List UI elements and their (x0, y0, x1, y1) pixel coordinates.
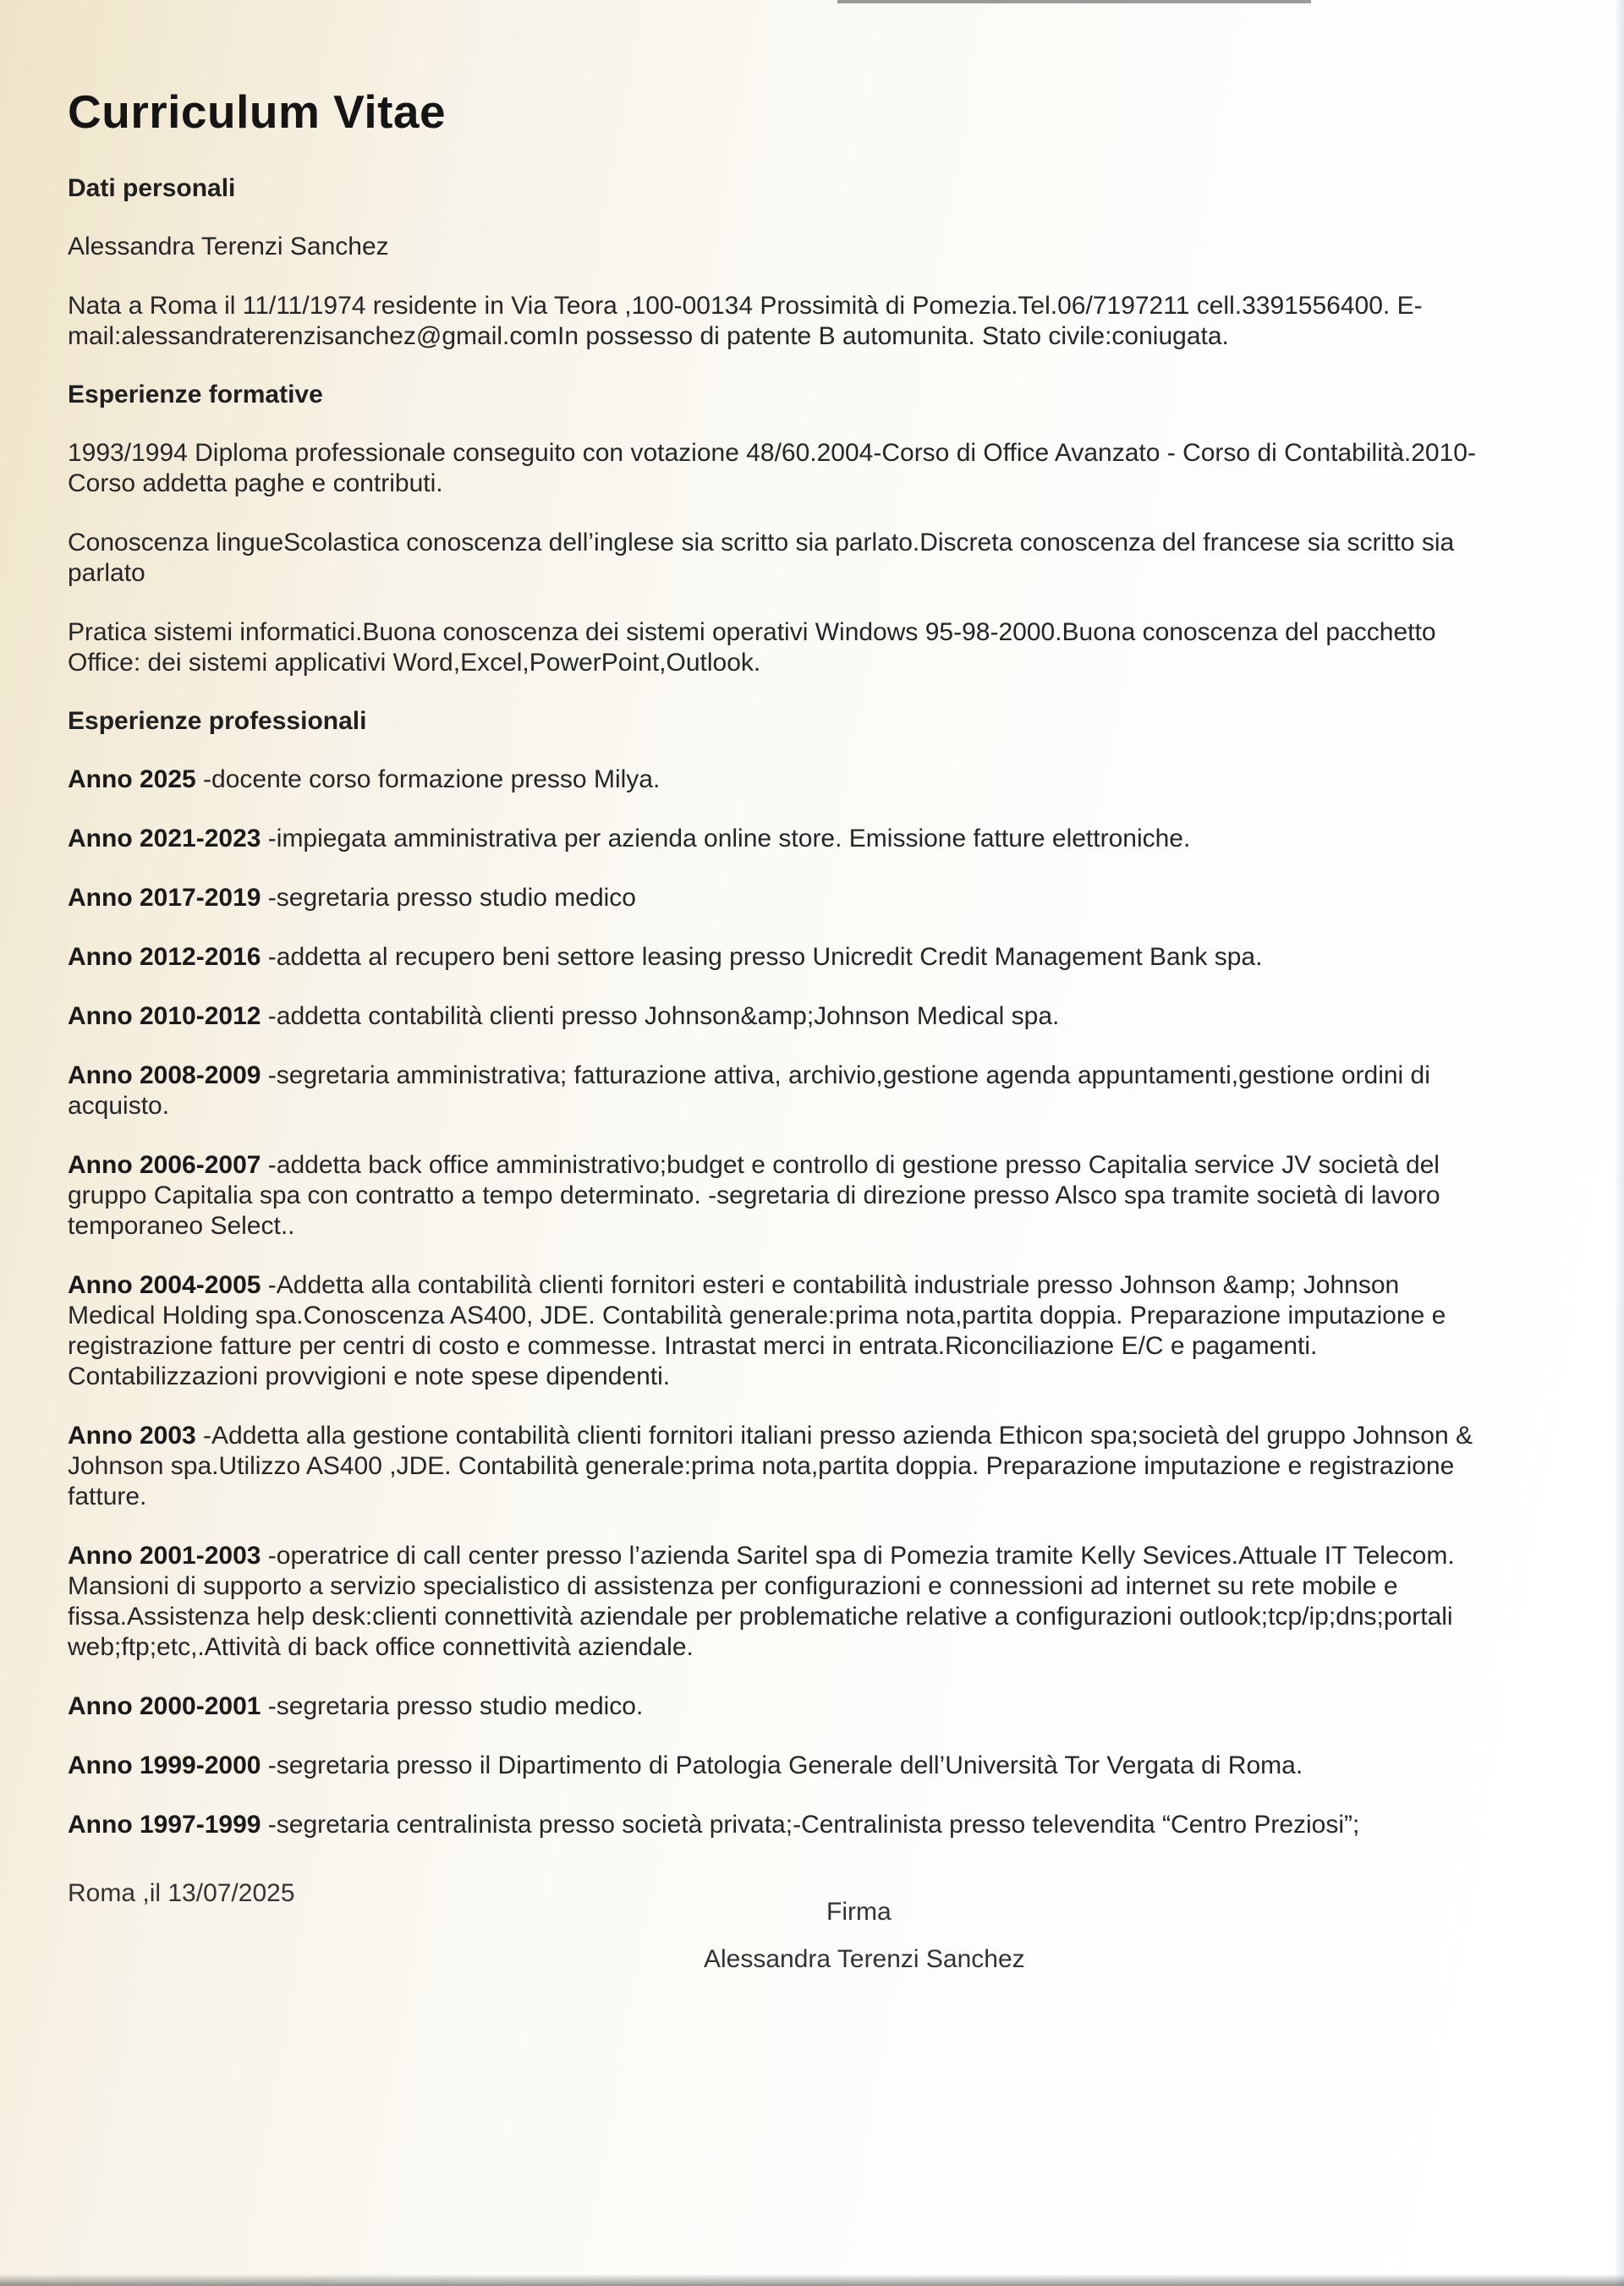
experience-year: Anno 2006-2007 (68, 1151, 261, 1179)
document-title: Curriculum Vitae (68, 85, 447, 138)
experience-text: -operatrice di call center presso l’azienda Saritel spa di Pomezia tramite Kelly Sevices.Attuale IT Telecom. Mansioni di supporto a servizio specialistico di assistenza per configurazioni e connessioni ad internet su rete mobile e fissa.Assistenza help desk:clienti connettività aziendale per problematiche relative a configurazioni outlook;tcp/ip;dns;portali web;ftp;etc,.Attività di back office connettività aziendale. (68, 1542, 1455, 1661)
education-paragraph: Conoscenza lingueScolastica conoscenza dell’inglese sia scritto sia parlato.Discreta conoscenza del francese sia scritto sia parlato (68, 529, 1455, 587)
experience-year: Anno 2021-2023 (68, 825, 261, 852)
personal-data-heading: Dati personali (68, 174, 236, 202)
experience-entry (68, 1751, 1489, 1781)
experience-year: Anno 1997-1999 (68, 1811, 261, 1839)
experience-year: Anno 2000-2001 (68, 1692, 261, 1720)
experience-entry (68, 824, 1489, 854)
experience-text: -segretaria presso studio medico. (261, 1692, 644, 1720)
experience-text: -segretaria presso il Dipartimento di Patologia Generale dell’Università Tor Vergata di Roma. (261, 1752, 1303, 1779)
signature-name: Alessandra Terenzi Sanchez (704, 1945, 1025, 1973)
experience-entry (68, 1541, 1489, 1663)
experience-year: Anno 2008-2009 (68, 1061, 261, 1089)
education-heading: Esperienze formative (68, 381, 323, 408)
experience-text: -addetta contabilità clienti presso Johnson&amp;Johnson Medical spa. (261, 1002, 1060, 1030)
signature-label: Firma (826, 1898, 892, 1926)
paper-bottom-edge (0, 2274, 1624, 2286)
experience-year: Anno 2004-2005 (68, 1271, 261, 1299)
experience-text: -addetta al recupero beni settore leasing presso Unicredit Credit Management Bank spa. (261, 943, 1263, 971)
experience-text: -Addetta alla contabilità clienti fornitori esteri e contabilità industriale presso Johnson &amp; Johnson Medical Holding spa.Conoscenza AS400, JDE. Contabilità generale:prima nota,partita doppia. Preparazione imputazione e registrazione fatture per centri di costo e commesse. Intrastat merci in entrata.Riconciliazione E/C e pagamenti. Contabilizzazioni provvigioni e note spese dipendenti. (68, 1271, 1446, 1390)
experience-year: Anno 2010-2012 (68, 1002, 261, 1030)
experience-heading: Esperienze professionali (68, 707, 367, 735)
experience-entry (68, 1270, 1489, 1392)
experience-text: -addetta back office amministrativo;budget e controllo di gestione presso Capitalia service JV società del gruppo Capitalia spa con contratto a tempo determinato. -segretaria di direzione presso Alsco spa tramite società di lavoro temporaneo Select.. (68, 1151, 1440, 1240)
experience-text: -Addetta alla gestione contabilità clienti fornitori italiani presso azienda Ethicon spa;società del gruppo Johnson & Johnson spa.Utilizzo AS400 ,JDE. Contabilità generale:prima nota,partita doppia. Preparazione imputazione e registrazione fatture. (68, 1422, 1473, 1510)
experience-entry (68, 1691, 1489, 1722)
experience-entry (68, 942, 1489, 973)
education-paragraph: Pratica sistemi informatici.Buona conoscenza dei sistemi operativi Windows 95-98-2000.Buona conoscenza del pacchetto Office: dei sistemi applicativi Word,Excel,PowerPoint,Outlook. (68, 618, 1436, 677)
experience-year: Anno 2012-2016 (68, 943, 261, 971)
experience-year: Anno 1999-2000 (68, 1752, 261, 1779)
experience-entry (68, 1150, 1489, 1242)
experience-text: -segretaria centralinista presso società privata;-Centralinista presso televendita “Centro Preziosi”; (261, 1811, 1360, 1839)
paper-right-shade (1614, 0, 1624, 2286)
experience-entry (68, 1001, 1489, 1032)
experience-entry (68, 1421, 1489, 1512)
experience-text: -impiegata amministrativa per azienda online store. Emissione fatture elettroniche. (261, 825, 1191, 852)
paper-top-edge (837, 0, 1311, 3)
experience-text: -segretaria amministrativa; fatturazione attiva, archivio,gestione agenda appuntamenti,gestione ordini di acquisto. (68, 1061, 1430, 1120)
experience-entry (68, 765, 1489, 795)
personal-name: Alessandra Terenzi Sanchez (68, 233, 389, 260)
experience-year: Anno 2003 (68, 1422, 196, 1450)
signature-area (68, 1879, 1489, 2023)
place-date: Roma ,il 13/07/2025 (68, 1879, 295, 1907)
experience-year: Anno 2025 (68, 765, 196, 793)
education-paragraph: 1993/1994 Diploma professionale conseguito con votazione 48/60.2004-Corso di Office Avanzato - Corso di Contabilità.2010-Corso addetta paghe e contributi. (68, 439, 1476, 497)
personal-details: Nata a Roma il 11/11/1974 residente in Via Teora ,100-00134 Prossimità di Pomezia.Tel.06/7197211 cell.3391556400. E-mail:alessandraterenzisanchez@gmail.comIn possesso di patente B automunita. Stato civile:coniugata. (68, 292, 1423, 350)
experience-entry (68, 1061, 1489, 1121)
experience-entry (68, 1810, 1489, 1840)
experience-entry (68, 883, 1489, 913)
experience-text: -docente corso formazione presso Milya. (195, 765, 661, 793)
experience-year: Anno 2017-2019 (68, 884, 261, 912)
experience-year: Anno 2001-2003 (68, 1542, 261, 1570)
experience-text: -segretaria presso studio medico (261, 884, 636, 912)
